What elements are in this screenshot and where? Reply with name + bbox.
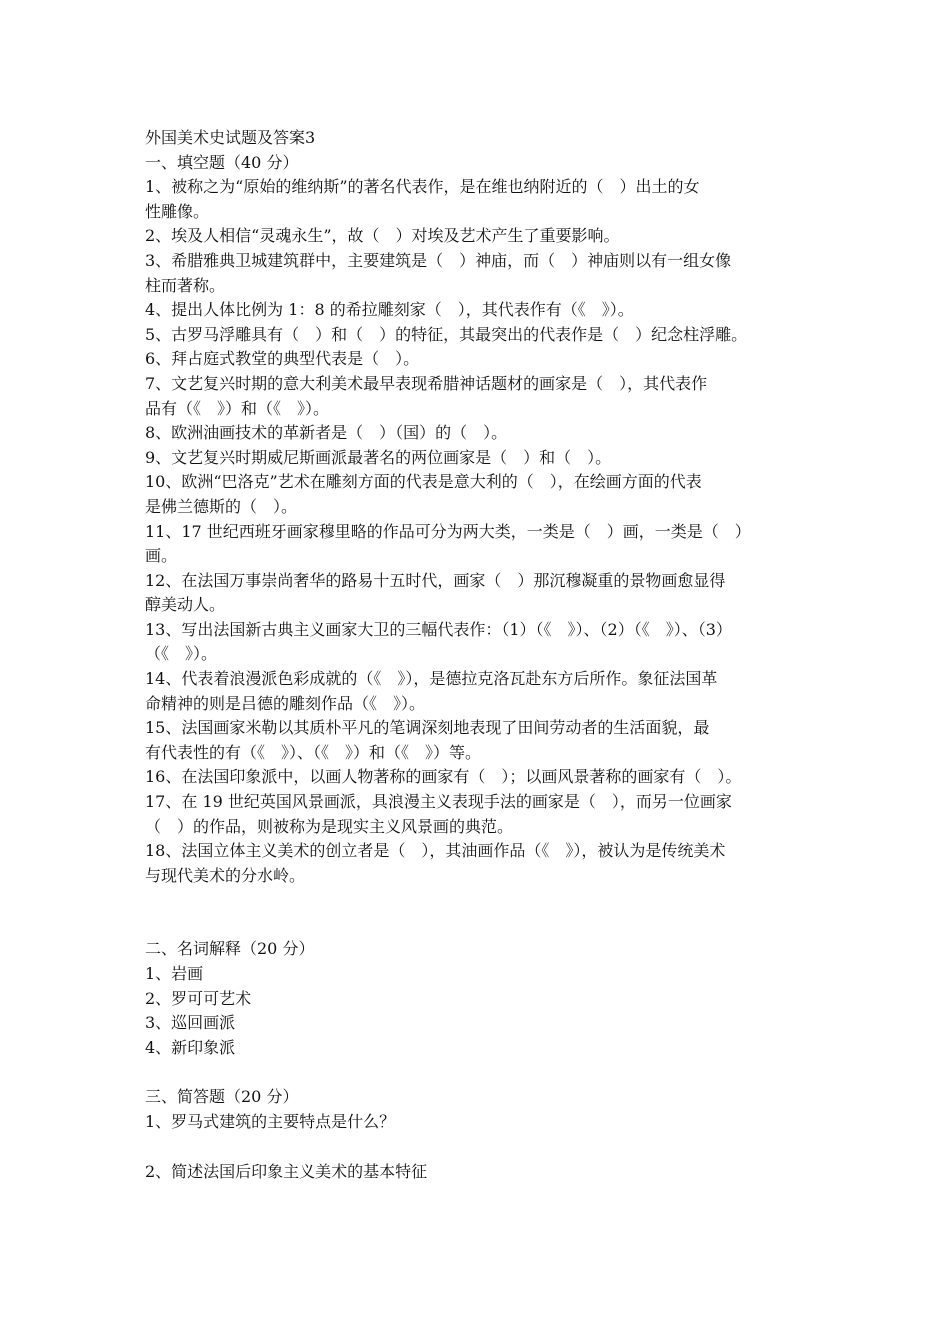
term-item: 3、巡回画派 [145,1013,236,1033]
text-line: 14、代表着浪漫派色彩成就的（《 》），是德拉克洛瓦赴东方后所作。象征法国革 [145,669,718,689]
term-item: 1、岩画 [145,964,204,983]
text-line: 3、希腊雅典卫城建筑群中，主要建筑是（ ）神庙，而（ ）神庙则以有一组女像 [145,250,732,270]
text-line: 醇美动人。 [145,595,226,615]
term-item: 4、新印象派 [145,1037,236,1057]
text-line: 17、在 19 世纪英国风景画派，具浪漫主义表现手法的画家是（ ），而另一位画家 [145,792,732,812]
text-line: 13、写出法国新古典主义画家大卫的三幅代表作：（1）（《 》）、（2）（《 》）、（3） [145,619,732,639]
text-line: 5、古罗马浮雕具有（ ）和（ ）的特征，其最突出的代表作是（ ）纪念柱浮雕。 [145,324,748,344]
text-line: （ ）的作品，则被称为是现实主义风景画的典范。 [145,816,514,836]
text-line: 与现代美术的分水岭。 [145,865,306,885]
section-1-body [145,175,813,888]
text-line: 15、法国画家米勒以其质朴平凡的笔调深刻地表现了田间劳动者的生活面貌，最 [145,718,710,738]
text-line: 9、文艺复兴时期威尼斯画派最著名的两位画家是（ ）和（ ）。 [145,447,612,467]
section-3-heading: 三、简答题（20 分） [145,1087,299,1107]
text-line: 画。 [145,546,178,566]
text-line: 2、埃及人相信“灵魂永生”，故（ ）对埃及艺术产生了重要影响。 [145,226,620,246]
text-line: 柱而著称。 [145,275,226,295]
section-1-heading: 一、填空题（40 分） [145,152,299,172]
text-line: 品有（《 》）和（《 》）。 [145,398,330,418]
text-line: 有代表性的有（《 》）、（《 》）和（《 》）等。 [145,742,482,762]
question-spacer [145,1135,813,1160]
text-line: （《 》）。 [145,644,218,664]
section-2-body [145,962,813,1060]
text-line: 性雕像。 [145,201,210,221]
section-spacer [145,1060,813,1085]
question-item: 1、罗马式建筑的主要特点是什么？ [145,1111,396,1131]
document-title: 外国美术史试题及答案3 [145,128,316,147]
text-line: 是佛兰德斯的（ ）。 [145,496,298,516]
text-line: 16、在法国印象派中，以画人物著称的画家有（ ）；以画风景著称的画家有（ ）。 [145,767,742,787]
term-item: 2、罗可可艺术 [145,988,252,1008]
text-line: 18、法国立体主义美术的创立者是（ ），其油画作品（《 》），被认为是传统美术 [145,841,726,861]
section-spacer [145,888,813,937]
text-line: 10、欧洲“巴洛克”艺术在雕刻方面的代表是意大利的（ ），在绘画方面的代表 [145,472,702,492]
question-item: 2、简述法国后印象主义美术的基本特征 [145,1161,428,1181]
text-line: 12、在法国万事崇尚奢华的路易十五时代，画家（ ）那沉穆凝重的景物画愈显得 [145,570,726,590]
text-line: 4、提出人体比例为 1：8 的希拉雕刻家（ ），其代表作有（《 》）。 [145,300,634,320]
text-line: 8、欧洲油画技术的革新者是（ ）（国）的（ ）。 [145,423,508,443]
text-line: 7、文艺复兴时期的意大利美术最早表现希腊神话题材的画家是（ ），其代表作 [145,373,708,393]
text-line: 6、拜占庭式教堂的典型代表是（ ）。 [145,349,420,369]
text-line: 命精神的则是吕德的雕刻作品（《 》）。 [145,693,426,713]
section-2-heading: 二、名词解释（20 分） [145,939,315,959]
section-3-body [145,1110,813,1184]
text-line: 1、被称之为“原始的维纳斯”的著名代表作，是在维也纳附近的（ ）出土的女 [145,177,700,197]
text-line: 11、17 世纪西班牙画家穆里略的作品可分为两大类，一类是（ ）画，一类是（ ） [145,521,751,541]
document-page [145,126,813,1184]
